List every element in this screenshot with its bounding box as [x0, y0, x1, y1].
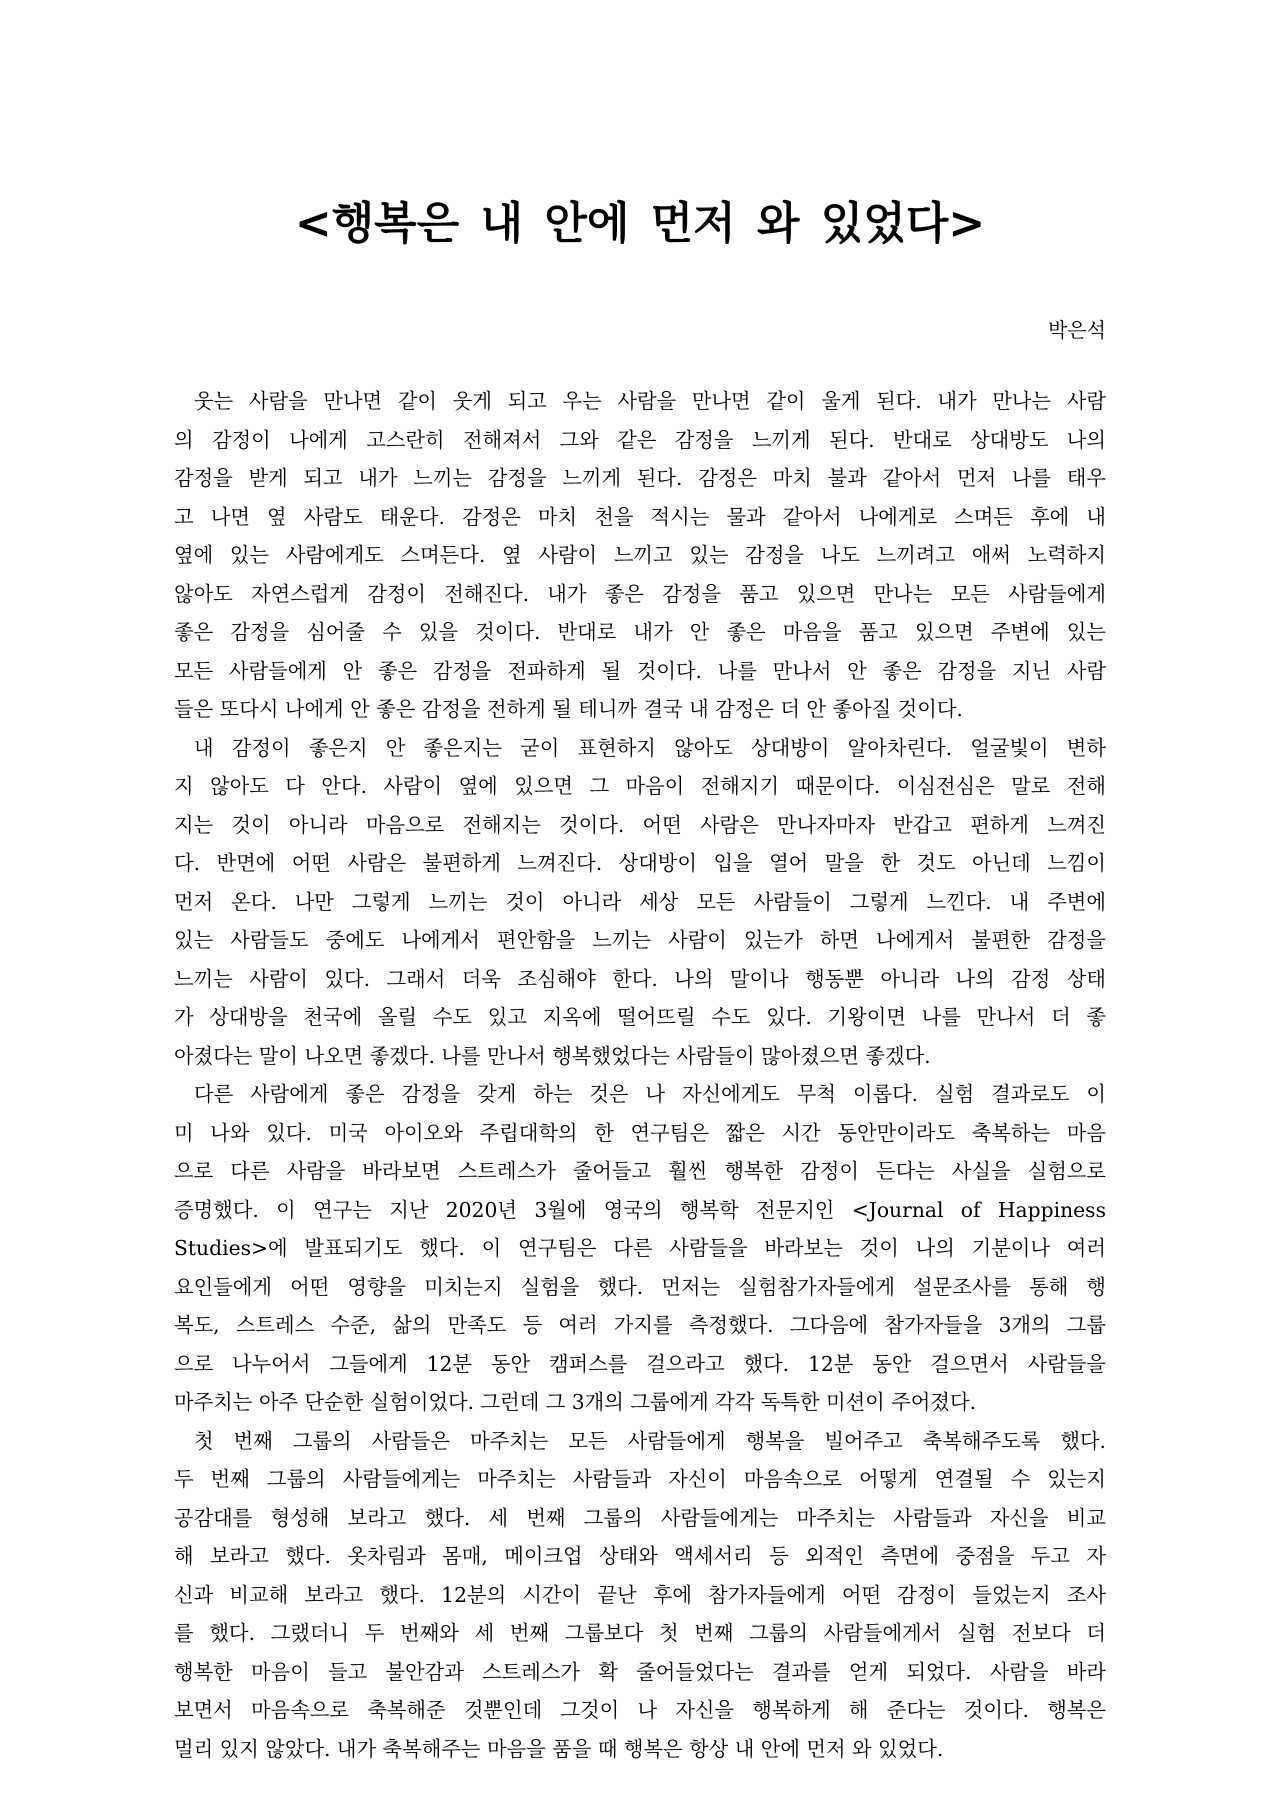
author-name: 박은석: [1048, 318, 1106, 342]
document-title: <행복은 내 안에 먼저 와 있었다>: [294, 198, 986, 249]
paragraph: [174, 729, 1106, 1076]
text-line: 지는 것이 아니라 마음으로 전해지는 것이다. 어떤 사람은 만나자마자 반갑고 편하게 느껴진: [174, 812, 1106, 837]
text-line: 먼저 온다. 나만 그렇게 느끼는 것이 아니라 세상 모든 사람들이 그렇게 느낀다. 내 주변에: [174, 889, 1106, 914]
paragraph: [174, 1422, 1106, 1769]
paragraph: [174, 382, 1106, 729]
text-line: 복도, 스트레스 수준, 삶의 만족도 등 여러 가지를 측정했다. 그다음에 참가자들을 3개의 그룹: [174, 1313, 1106, 1337]
text-line: 다. 반면에 어떤 사람은 불편하게 느껴진다. 상대방이 입을 열어 말을 한 것도 아닌데 느낌이: [174, 851, 1106, 875]
text-line: 보면서 마음속으로 축복해준 것뿐인데 그것이 나 자신을 행복하게 해 준다는 것이다. 행복은: [174, 1698, 1106, 1722]
text-line: 두 번째 그룹의 사람들에게는 마주치는 사람들과 자신이 마음속으로 어떻게 연결될 수 있는지: [174, 1467, 1106, 1491]
paragraph: [174, 1075, 1106, 1422]
text-line: 모든 사람들에게 안 좋은 감정을 전파하게 될 것이다. 나를 만나서 안 좋은 감정을 지닌 사람: [174, 658, 1106, 683]
text-line: 지 않아도 다 안다. 사람이 옆에 있으면 그 마음이 전해지기 때문이다. 이심전심은 말로 전해: [174, 774, 1106, 798]
text-line: 가 상대방을 천국에 올릴 수도 있고 지옥에 떨어뜨릴 수도 있다. 기왕이면 나를 만나서 더 좋: [174, 1005, 1106, 1029]
text-line: 증명했다. 이 연구는 지난 2020년 3월에 영국의 행복학 전문지인 <Journal of Happiness: [174, 1197, 1106, 1222]
text-line: 내 감정이 좋은지 안 좋은지는 굳이 표현하지 않아도 상대방이 알아차린다. 얼굴빛이 변하: [194, 735, 1106, 760]
text-line: 행복한 마음이 들고 불안감과 스트레스가 확 줄어들었다는 결과를 얻게 되었다. 사람을 바라: [174, 1659, 1106, 1684]
text-line: 으로 나누어서 그들에게 12분 동안 캠퍼스를 걸으라고 했다. 12분 동안 걸으면서 사람들을: [174, 1351, 1106, 1376]
text-line: 고 나면 옆 사람도 태운다. 감정은 마치 천을 적시는 물과 같아서 나에게로 스며든 후에 내: [174, 504, 1106, 529]
text-line: 웃는 사람을 만나면 같이 웃게 되고 우는 사람을 만나면 같이 울게 된다. 내가 만나는 사람: [194, 389, 1106, 413]
text-line: 요인들에게 어떤 영향을 미치는지 실험을 했다. 먼저는 실험참가자들에게 설문조사를 통해 행: [174, 1274, 1106, 1299]
text-line: 아졌다는 말이 나오면 좋겠다. 나를 만나서 행복했었다는 사람들이 많아졌으면 좋겠다.: [174, 1043, 931, 1068]
text-line: 해 보라고 했다. 옷차림과 몸매, 메이크업 상태와 액세서리 등 외적인 측면에 중점을 두고 자: [174, 1544, 1106, 1568]
text-line: 들은 또다시 나에게 안 좋은 감정을 전하게 될 테니까 결국 내 감정은 더 안 좋아질 것이다.: [174, 697, 963, 721]
text-line: 의 감정이 나에게 고스란히 전해져서 그와 같은 감정을 느끼게 된다. 반대로 상대방도 나의: [174, 427, 1106, 452]
text-line: 공감대를 형성해 보라고 했다. 세 번째 그룹의 사람들에게는 마주치는 사람들과 자신을 비교: [174, 1505, 1106, 1530]
text-line: 를 했다. 그랬더니 두 번째와 세 번째 그룹보다 첫 번째 그룹의 사람들에게서 실험 전보다 더: [174, 1621, 1106, 1645]
text-line: 좋은 감정을 심어줄 수 있을 것이다. 반대로 내가 안 좋은 마음을 품고 있으면 주변에 있는: [174, 620, 1106, 644]
text-line: 다른 사람에게 좋은 감정을 갖게 하는 것은 나 자신에게도 무척 이롭다. 실험 결과로도 이: [194, 1082, 1106, 1106]
text-line: 느끼는 사람이 있다. 그래서 더욱 조심해야 한다. 나의 말이나 행동뿐 아니라 나의 감정 상태: [174, 966, 1106, 991]
document-body: [174, 382, 1106, 1768]
text-line: 않아도 자연스럽게 감정이 전해진다. 내가 좋은 감정을 품고 있으면 만나는 모든 사람들에게: [174, 581, 1106, 606]
text-line: 미 나와 있다. 미국 아이오와 주립대학의 한 연구팀은 짧은 시간 동안만이라도 축복하는 마음: [174, 1120, 1106, 1145]
text-line: 옆에 있는 사람에게도 스며든다. 옆 사람이 느끼고 있는 감정을 나도 느끼려고 애써 노력하지: [174, 543, 1106, 567]
text-line: 마주치는 아주 단순한 실험이었다. 그런데 그 3개의 그룹에게 각각 독특한 미션이 주어졌다.: [174, 1390, 977, 1414]
text-line: 첫 번째 그룹의 사람들은 마주치는 모든 사람들에게 행복을 빌어주고 축복해주도록 했다.: [194, 1428, 1106, 1453]
text-line: 있는 사람들도 중에도 나에게서 편안함을 느끼는 사람이 있는가 하면 나에게서 불편한 감정을: [174, 928, 1106, 952]
text-line: 으로 다른 사람을 바라보면 스트레스가 줄어들고 훨씬 행복한 감정이 든다는 사실을 실험으로: [174, 1159, 1106, 1183]
text-line: 신과 비교해 보라고 했다. 12분의 시간이 끝난 후에 참가자들에게 어떤 감정이 들었는지 조사: [174, 1582, 1106, 1607]
text-line: Studies>에 발표되기도 했다. 이 연구팀은 다른 사람들을 바라보는 것이 나의 기분이나 여러: [174, 1236, 1106, 1260]
text-line: 멀리 있지 않았다. 내가 축복해주는 마음을 품을 때 행복은 항상 내 안에 먼저 와 있었다.: [174, 1736, 944, 1761]
text-line: 감정을 받게 되고 내가 느끼는 감정을 느끼게 된다. 감정은 마치 불과 같아서 먼저 나를 태우: [174, 466, 1106, 490]
